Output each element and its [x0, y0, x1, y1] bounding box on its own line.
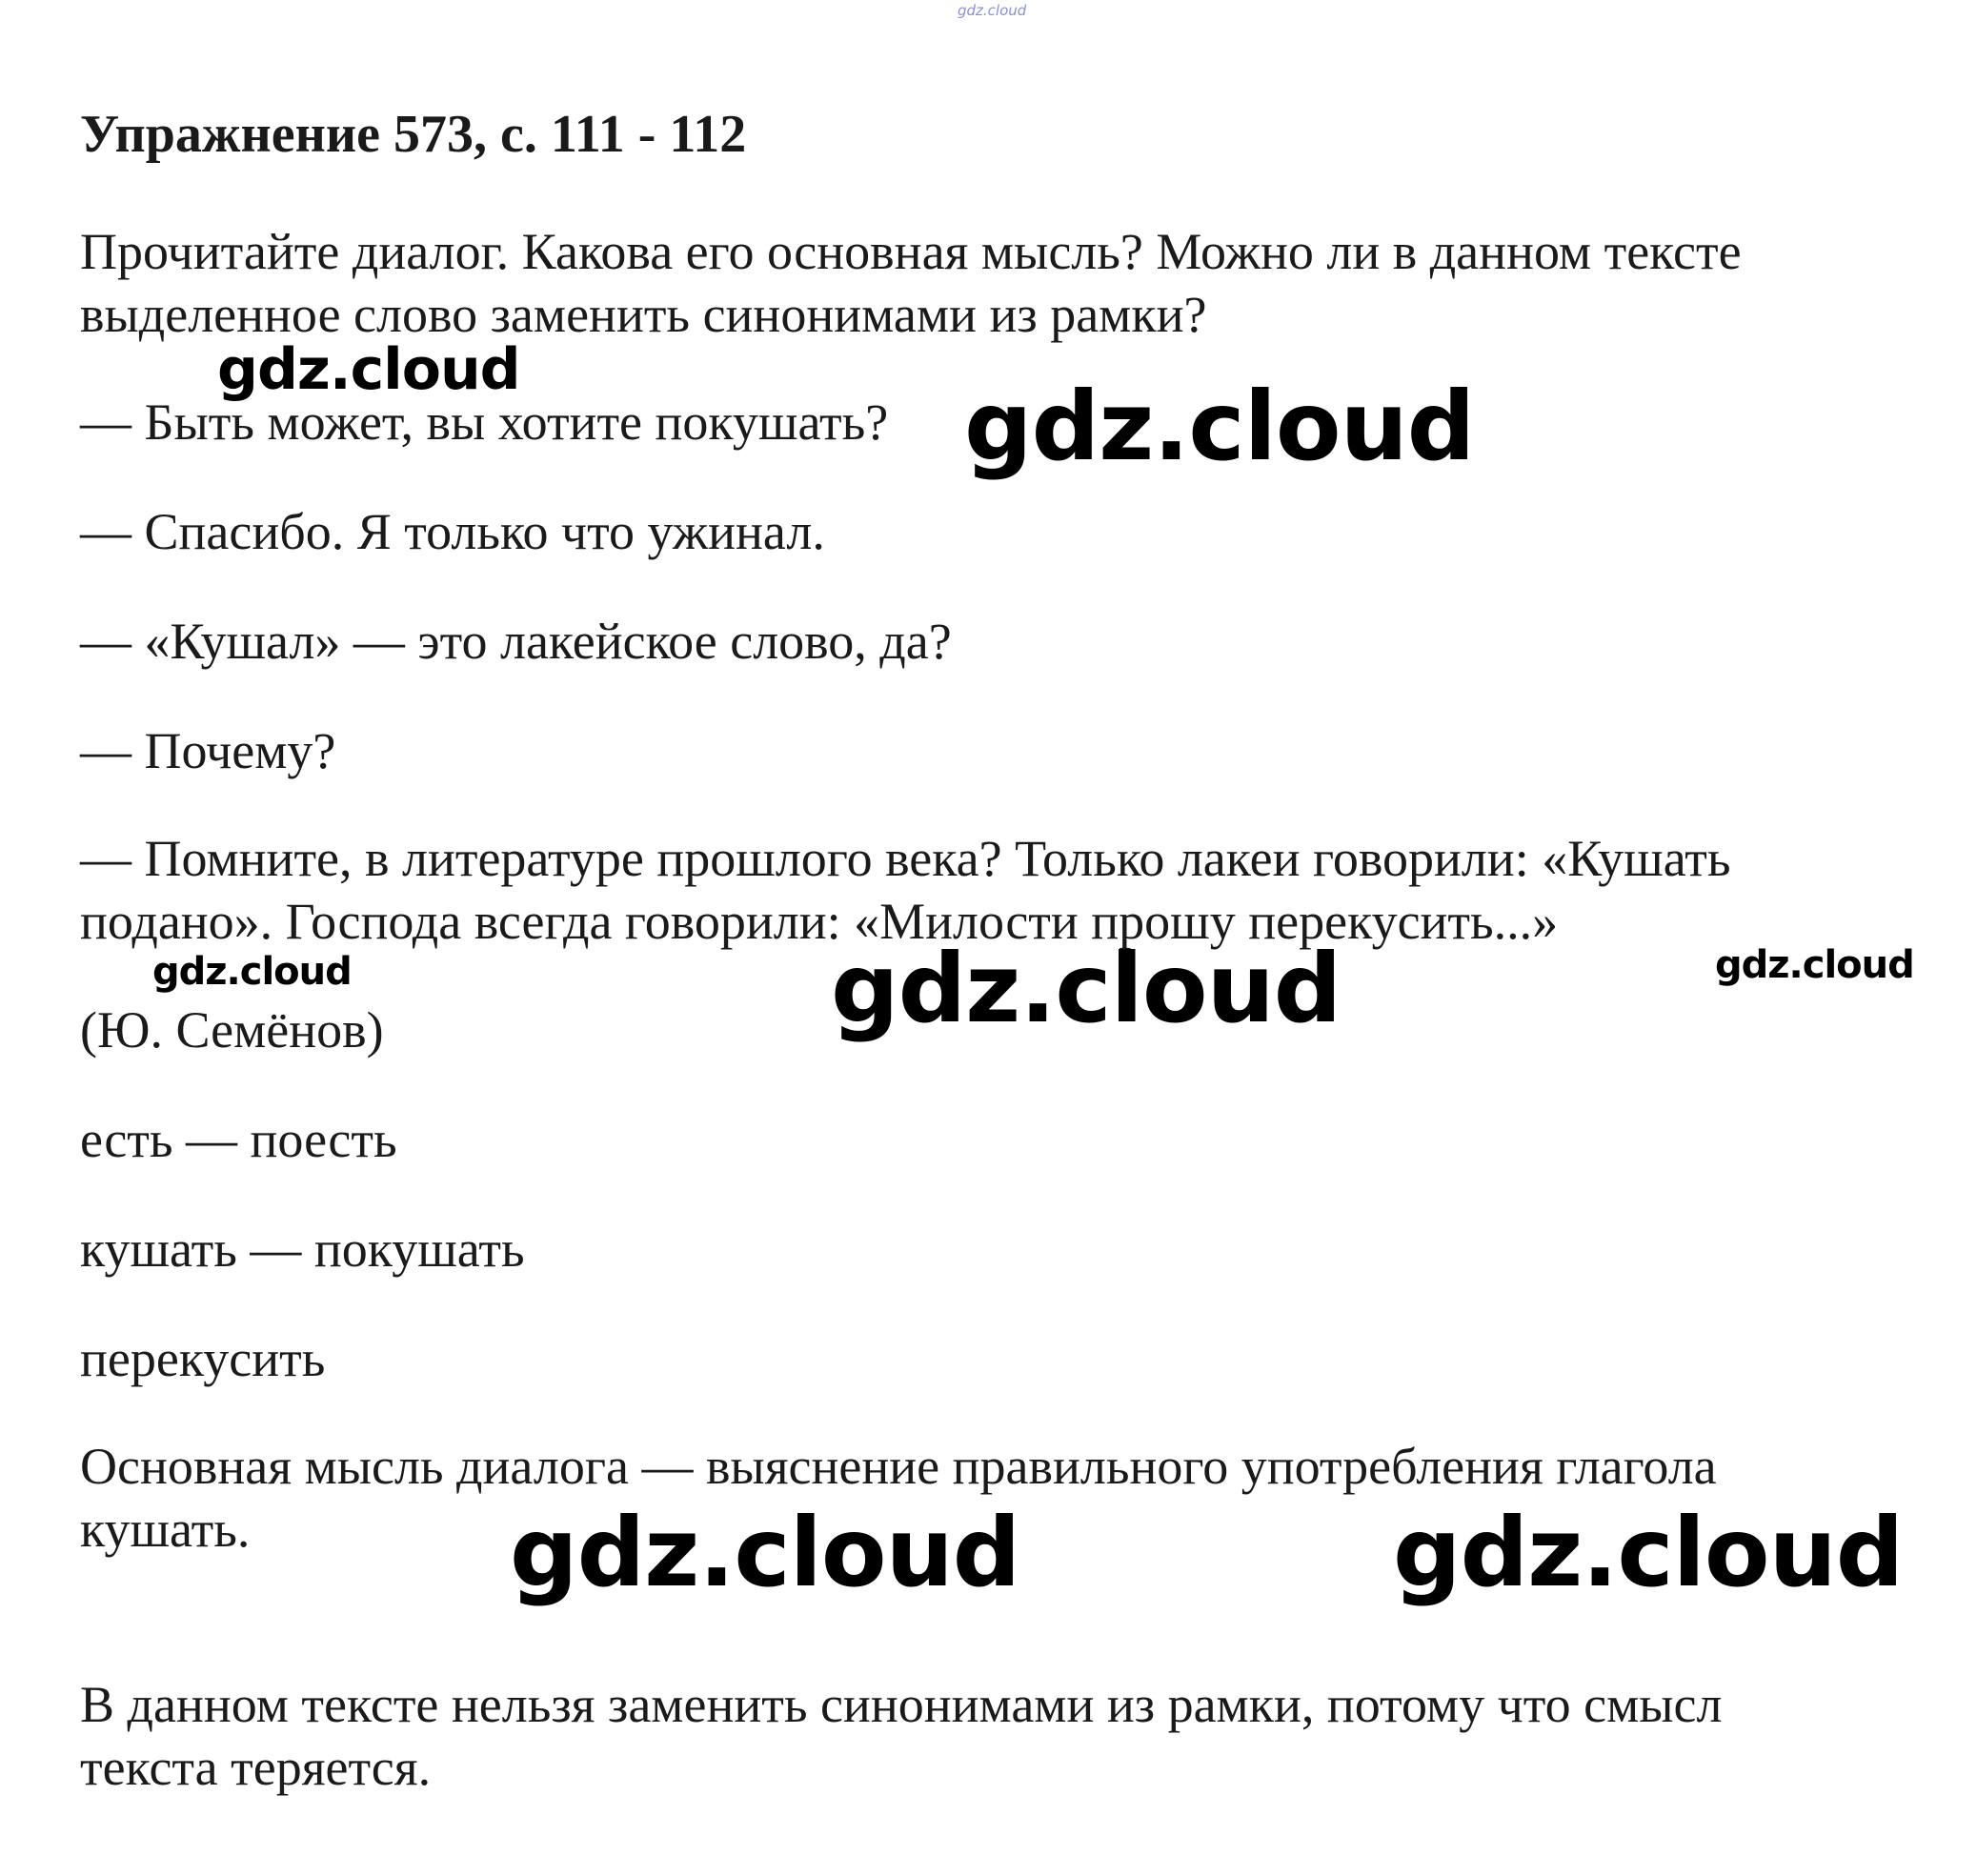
watermark-text: gdz.cloud: [152, 950, 352, 994]
watermark-text: gdz.cloud: [831, 933, 1342, 1044]
synonym-line-2: кушать — покушать: [80, 1220, 525, 1278]
author-credit: (Ю. Семёнов): [80, 1001, 384, 1059]
watermark-text: gdz.cloud: [510, 1497, 1020, 1608]
task-line-2: выделенное слово заменить синонимами из рамки?: [80, 286, 1207, 343]
dialog-line-1: — Быть может, вы хотите покушать?: [80, 393, 889, 451]
synonym-line-1: есть — поесть: [80, 1111, 397, 1168]
answer-1-line-1: Основная мысль диалога — выяснение правильного употребления глагола: [80, 1438, 1717, 1495]
dialog-line-5a: — Помните, в литературе прошлого века? Только лакеи говорили: «Кушать: [80, 830, 1731, 887]
dialog-line-2: — Спасибо. Я только что ужинал.: [80, 503, 825, 560]
answer-2-line-2: текста теряется.: [80, 1739, 432, 1796]
watermark-text: gdz.cloud: [217, 336, 520, 403]
dialog-line-5b: подано». Господа всегда говорили: «Милости прошу перекусить...»: [80, 893, 1559, 950]
answer-1-line-2: кушать.: [80, 1501, 251, 1558]
exercise-title: Упражнение 573, с. 111 - 112: [80, 105, 747, 164]
answer-2-line-1: В данном тексте нельзя заменить синонимами из рамки, потому что смысл: [80, 1676, 1723, 1733]
synonym-line-3: перекусить: [80, 1330, 326, 1387]
header-watermark: gdz.cloud: [958, 2, 1027, 19]
dialog-line-4: — Почему?: [80, 722, 336, 779]
task-line-1: Прочитайте диалог. Какова его основная мысль? Можно ли в данном тексте: [80, 223, 1742, 280]
watermark-text: gdz.cloud: [1393, 1497, 1904, 1608]
dialog-line-3: — «Кушал» — это лакейское слово, да?: [80, 613, 952, 670]
watermark-text: gdz.cloud: [964, 371, 1475, 482]
watermark-text: gdz.cloud: [1715, 943, 1914, 987]
